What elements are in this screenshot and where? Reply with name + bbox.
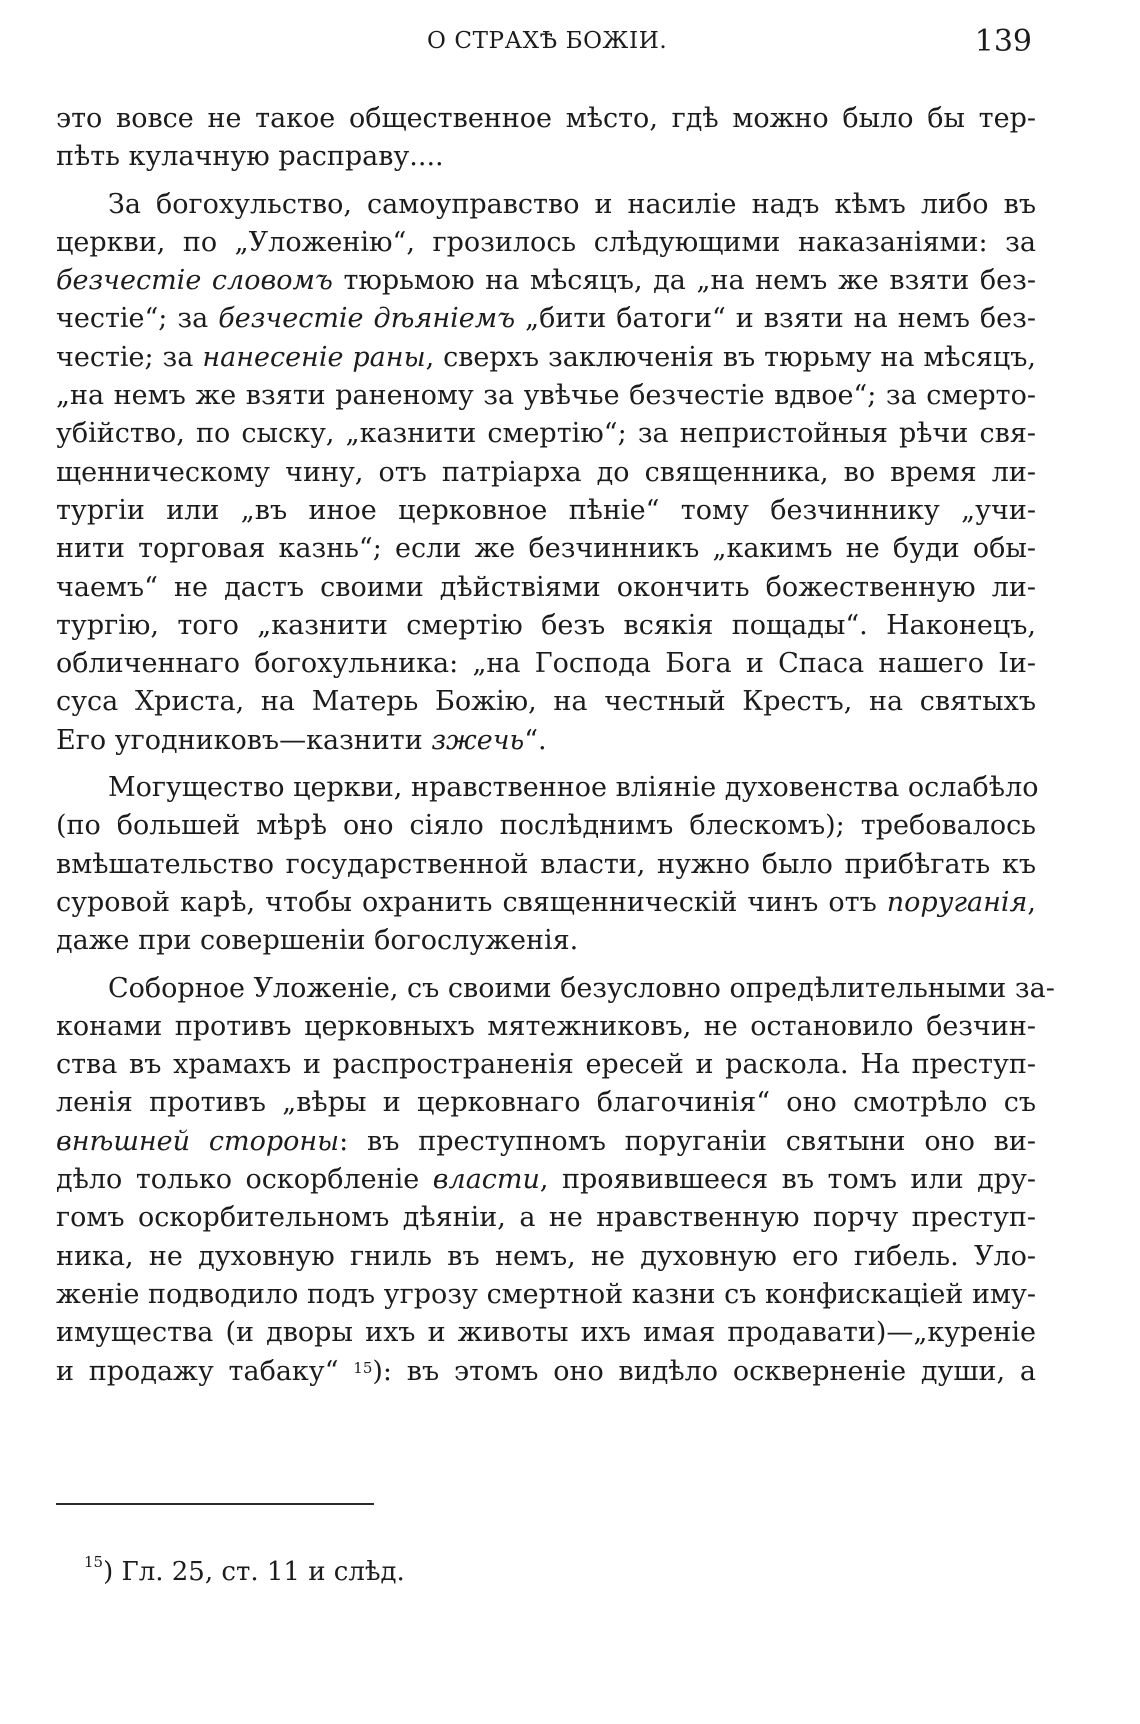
text-line: конами противъ церковныхъ мятежниковъ, не остановило безчин-	[56, 1010, 1036, 1042]
text-line: Могущество церкви, нравственное вліяніе духовенства ослабѣло	[108, 772, 1039, 804]
running-title: О СТРАХѢ БОЖІИ.	[427, 28, 668, 54]
footnote-separator	[56, 1503, 374, 1505]
text-line: нити торговая казнь“; если же безчинникъ „какимъ не буди обы-	[56, 533, 1036, 565]
text-line: суса Христа, на Матерь Божію, на честный Крестъ, на святыхъ	[56, 686, 1036, 718]
text-line: тургіи или „въ иное церковное пѣніе“ тому безчиннику „учи-	[56, 494, 1036, 526]
text-line: „на немъ же взяти раненому за увѣчье безчестіе вдвое“; за смерто-	[56, 380, 1036, 412]
text-line: имущества (и дворы ихъ и животы ихъ имая продавати)—„куреніе	[56, 1317, 1036, 1349]
text-line: это вовсе не такое общественное мѣсто, гдѣ можно было бы тер-	[56, 103, 1036, 134]
text-line: чаемъ“ не дастъ своими дѣйствіями окончить божественную ли-	[56, 571, 1036, 603]
italic-term: власти	[432, 1164, 540, 1196]
text-line: ника, не духовную гниль въ немъ, не духовную его гибель. Уло-	[56, 1240, 1036, 1272]
text-line: церкви, по „Уложенію“, грозилось слѣдующими наказаніями: за	[56, 226, 1036, 258]
text-line: ленія противъ „вѣры и церковнаго благочинія“ оно смотрѣло съ	[56, 1087, 1036, 1119]
text-line: гомъ оскорбительномъ дѣяніи, а не нравственную порчу преступ-	[56, 1202, 1036, 1234]
text-line: ства въ храмахъ и распространенія ересей и раскола. На преступ-	[56, 1049, 1036, 1081]
text-line: честіе; за нанесеніе раны, сверхъ заключенія въ тюрьму на мѣсяцъ,	[56, 341, 1036, 373]
text-line: убійство, по сыску, „казнити смертію“; за непристойныя рѣчи свя-	[56, 418, 1036, 450]
italic-term: безчестіе дѣяніемъ	[218, 303, 516, 335]
text-line: Его угодниковъ—казнити зжечь“.	[56, 724, 547, 756]
text-line: женіе подводило подъ угрозу смертной казни съ конфискаціей иму-	[56, 1278, 1036, 1310]
text-line: вмѣшательство государственной власти, нужно было прибѣгать къ	[56, 848, 1036, 880]
text-line: суровой карѣ, чтобы охранить священническій чинъ отъ поруганія,	[56, 886, 1036, 918]
text-line: внѣшней стороны: въ преступномъ поруганіи святыни оно ви-	[56, 1125, 1036, 1157]
italic-term: поруганія	[886, 886, 1028, 918]
italic-term: внѣшней стороны	[56, 1125, 340, 1157]
footnote-reference: 15	[353, 1358, 373, 1377]
page-number: 139	[974, 24, 1032, 59]
footnote-text: ) Гл. 25, ст. 11 и слѣд.	[103, 1557, 405, 1587]
text-line: и продажу табаку“ $^{15}$): въ этомъ оно видѣло оскверненіе души, а	[56, 1355, 1036, 1387]
italic-term: нанесеніе раны	[202, 341, 426, 373]
text-line: обличеннаго богохульника: „на Господа Бога и Спаса нашего Іи-	[56, 648, 1036, 680]
text-line: Соборное Уложеніе, съ своими безусловно опредѣлительными за-	[108, 972, 1055, 1004]
text-line: щенническому чину, отъ патріарха до священника, во время ли-	[56, 456, 1036, 488]
text-line: тургію, того „казнити смертію безъ всякія пощады“. Наконецъ,	[56, 609, 1036, 641]
body-text	[56, 100, 1055, 1391]
italic-term: зжечь	[431, 724, 525, 756]
text-line: безчестіе словомъ тюрьмою на мѣсяцъ, да „на немъ же взяти без-	[56, 265, 1036, 297]
text-line: пѣть кулачную расправу....	[56, 141, 444, 173]
footnote	[84, 1553, 405, 1587]
italic-term: безчестіе словомъ	[56, 265, 333, 297]
text-line: дѣло только оскорбленіе власти, проявившееся въ томъ или дру-	[56, 1164, 1036, 1196]
footnote-marker: 15	[84, 1553, 104, 1571]
text-line: За богохульство, самоуправство и насиліе надъ кѣмъ либо въ	[108, 188, 1036, 220]
text-line: честіе“; за безчестіе дѣяніемъ „бити батоги“ и взяти на немъ без-	[56, 303, 1036, 335]
text-line: (по большей мѣрѣ оно сіяло послѣднимъ блескомъ); требовалось	[56, 810, 1036, 842]
text-line: даже при совершеніи богослуженія.	[56, 925, 579, 957]
